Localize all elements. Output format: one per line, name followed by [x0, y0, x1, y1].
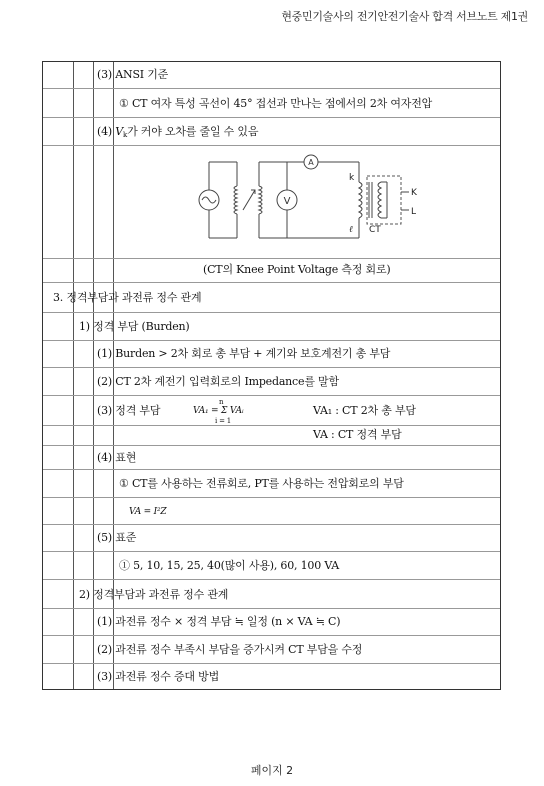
burden-item-4-heading: (4) 표현	[97, 451, 137, 464]
table-row	[43, 426, 500, 446]
burden-definition-2: VA : CT 정격 부담	[313, 428, 402, 441]
table-row	[43, 580, 500, 609]
overcurrent-item-2: (2) 과전류 정수 부족시 부담을 증가시켜 CT 부담을 수정	[97, 643, 363, 656]
table-row	[43, 146, 500, 259]
table-row	[43, 283, 500, 313]
terminal-k-label: k	[349, 173, 355, 183]
burden-item-4a: ① CT를 사용하는 전류회로, PT를 사용하는 전압회로의 부담	[119, 477, 404, 490]
subsection-burden-heading: 1) 정격 부담 (Burden)	[79, 320, 190, 333]
circuit-caption: (CT의 Knee Point Voltage 측정 회로)	[203, 263, 391, 276]
variable-transformer-symbol	[234, 186, 262, 214]
table-row	[43, 62, 500, 89]
ammeter-label: A	[308, 158, 314, 167]
table-row	[43, 609, 500, 636]
sum-upper-limit: n	[219, 398, 224, 406]
table-row	[43, 636, 500, 664]
knee-point-circuit-diagram	[191, 152, 423, 248]
burden-item-2: (2) CT 2차 계전기 입력회로의 Impedance를 말함	[97, 375, 339, 388]
burden-item-5-heading: (5) 표준	[97, 531, 137, 544]
circuit-wiring	[209, 162, 387, 238]
ac-source-symbol	[199, 190, 219, 210]
overcurrent-item-1: (1) 과전류 정수 × 정격 부담 ≒ 일정 (n × VA ≒ C)	[97, 615, 341, 628]
burden-definition-1: VA₁ : CT 2차 총 부담	[313, 404, 416, 417]
burden-item-1: (1) Burden > 2차 회로 총 부담 + 계기와 보호계전기 총 부담	[97, 347, 391, 360]
page-number: 페이지 2	[250, 764, 294, 777]
sum-lower-limit: i = 1	[215, 417, 232, 425]
table-row	[43, 368, 500, 396]
table-row	[43, 313, 500, 341]
note-table	[42, 61, 501, 690]
burden-formula-va: VA = I²Z	[129, 507, 167, 517]
table-row	[43, 341, 500, 368]
terminal-L-label: L	[411, 207, 417, 217]
table-row	[43, 552, 500, 580]
voltmeter-label: V	[283, 196, 291, 207]
row-vk-note: (4) $V_k$가 커야 오차를 줄일 수 있음	[97, 125, 259, 139]
row-ansi-heading: (3) ANSI 기준	[97, 68, 169, 81]
burden-item-3-label: (3) 정격 부담	[97, 404, 161, 417]
overcurrent-item-3: (3) 과전류 정수 증대 방법	[97, 670, 220, 683]
table-row	[43, 470, 500, 498]
section-3-heading: 3. 정격부담과 과전류 정수 관계	[53, 291, 202, 304]
terminal-K-label: K	[411, 188, 417, 198]
table-row	[43, 498, 500, 525]
table-row	[43, 525, 500, 552]
table-row	[43, 664, 500, 691]
table-row	[43, 89, 500, 118]
burden-item-5a: ① 5, 10, 15, 25, 40(많이 사용), 60, 100 VA	[119, 559, 340, 572]
ct-label: CT	[369, 225, 381, 235]
burden-formula: VA₁ = Σ VAᵢ	[193, 406, 244, 416]
ammeter-symbol	[304, 155, 318, 169]
table-row	[43, 259, 500, 283]
table-row	[43, 446, 500, 470]
subsection-overcurrent-heading: 2) 정격부담과 과전류 정수 관계	[79, 588, 229, 601]
row-ansi-definition: ① CT 여자 특성 곡선이 45° 접선과 만나는 점에서의 2차 여자전압	[119, 97, 433, 110]
table-row	[43, 118, 500, 146]
page-header: 현중민기술사의 전기안전기술사 합격 서브노트 제1권	[281, 10, 528, 23]
table-row	[43, 396, 500, 426]
terminal-l-label: ℓ	[349, 225, 353, 235]
voltmeter-symbol	[277, 190, 297, 210]
current-transformer-symbol	[359, 176, 409, 224]
